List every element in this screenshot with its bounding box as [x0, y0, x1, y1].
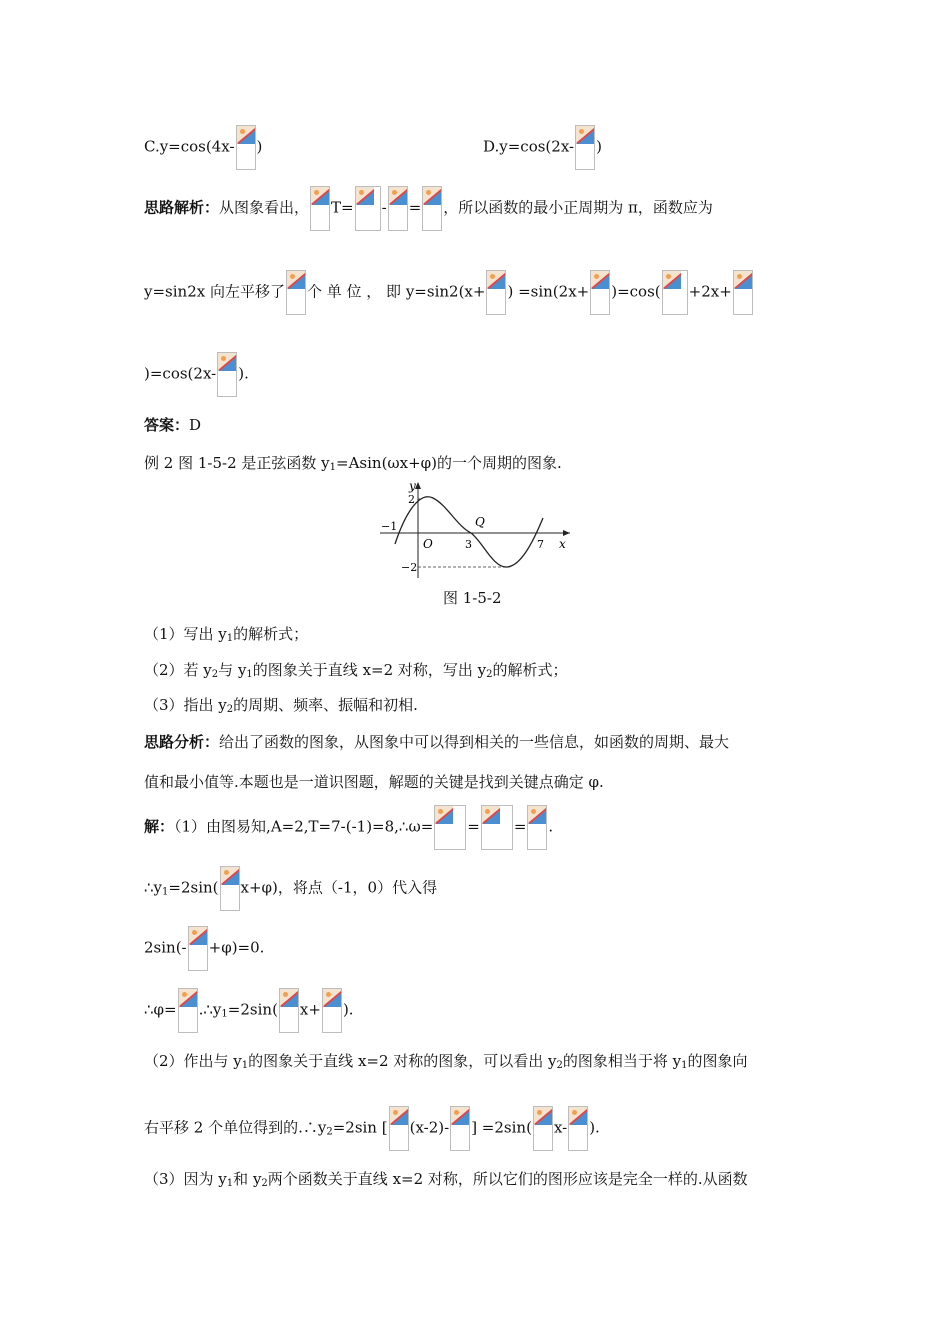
origin-label: O [423, 537, 433, 551]
question-1: （1）写出 $y_1$的解析式； [144, 625, 309, 644]
formula-image [450, 1106, 470, 1151]
analysis-line-1: 思路解析：从图象看出， T= - = ，所以函数的最小正周期为 π，函数应为 [144, 186, 713, 231]
formula-image [388, 186, 408, 231]
question-3: （3）指出 $y_2$的周期、频率、振幅和初相. [144, 696, 418, 715]
tick-label: 7 [537, 538, 544, 551]
idea-line-2: 值和最小值等.本题也是一道识图题，解题的关键是找到关键点确定 φ. [144, 773, 604, 791]
solution-label: 解： [144, 817, 175, 836]
tick-label: 2 [408, 493, 415, 506]
solution-line-3: 2sin(- +φ)=0. [144, 926, 264, 971]
formula-image [286, 270, 306, 315]
solution-line-1: 解：（1）由图易知,A=2,T=7-(-1)=8,∴ω= = = . [144, 805, 553, 850]
tick-label: −1 [381, 520, 398, 533]
answer-value: D [189, 416, 202, 434]
x-axis-label: x [559, 537, 566, 551]
formula-image [389, 1106, 409, 1151]
formula-image [733, 270, 753, 315]
sine-curve [395, 497, 543, 567]
formula-image [220, 866, 240, 911]
x-axis-arrow [563, 530, 570, 536]
formula-image [279, 988, 299, 1033]
formula-image [188, 926, 208, 971]
example-2: 例 2 图 1-5-2 是正弦函数 $y_1=Asin(\omega x+\varphi)$的一个周期的图象. [144, 454, 562, 473]
formula-image [486, 270, 506, 315]
tick-label: 3 [465, 538, 472, 551]
formula-image [568, 1106, 588, 1151]
formula-image [662, 270, 688, 315]
formula-image [310, 186, 330, 231]
question-2: （2）若 $y_2$与 $y_1$的图象关于直线 x=2 对称，写出 $y_2$的解析式； [144, 661, 568, 680]
analysis-label: 思路解析： [144, 198, 220, 217]
analysis-line-2: y=sin2x 向左平移了 个 单 位 ， 即 y=sin2(x+ ) =sin(2x+ )=cos( +2x+ [144, 270, 754, 315]
formula-image [434, 805, 466, 850]
answer-label: 答案： [144, 416, 190, 434]
sine-graph [375, 478, 575, 583]
formula-image [590, 270, 610, 315]
point-q-label: Q [475, 515, 485, 529]
formula-image [236, 125, 256, 170]
solution-line-7: （3）因为 $y_1$和 $y_2$两个函数关于直线 x=2 对称，所以它们的图形应该是完全一样的.从函数 [144, 1170, 748, 1189]
analysis-line-3: )=cos(2x- ). [144, 352, 249, 397]
solution-line-5: （2）作出与 $y_1$的图象关于直线 x=2 对称的图象，可以看出 $y_2$的图象相当于将 $y_1$的图象向 [144, 1052, 748, 1071]
idea-line-1: 思路分析：给出了函数的图象，从图象中可以得到相关的一些信息，如函数的周期、最大 [144, 733, 730, 751]
option-d: D.y=cos(2x- ) [483, 125, 602, 170]
solution-line-2: $\therefore y_1=2\sin$( x+φ)，将点（-1，0）代入得 [144, 866, 437, 911]
y-axis-arrow [415, 482, 421, 489]
formula-image [422, 186, 442, 231]
figure-caption: 图 1-5-2 [443, 589, 502, 607]
answer-line [144, 414, 201, 435]
formula-image [322, 988, 342, 1033]
formula-image [481, 805, 513, 850]
formula-image [178, 988, 198, 1033]
formula-image [575, 125, 595, 170]
formula-image [217, 352, 237, 397]
formula-image [533, 1106, 553, 1151]
formula-image [527, 805, 547, 850]
tick-label: −2 [401, 561, 418, 574]
y-axis-label: y [409, 479, 416, 493]
idea-label: 思路分析： [144, 733, 220, 751]
solution-line-4: ∴φ= $.\therefore y_1=2\sin$( x+ ). [144, 988, 354, 1033]
solution-line-6: 右平移 2 个单位得到的$.\therefore y_2=2\sin$ [ (x-2)- ] =2sin( x- ). [144, 1106, 600, 1151]
formula-image [355, 186, 381, 231]
option-c: C.y=cos(4x- ) [144, 125, 262, 170]
